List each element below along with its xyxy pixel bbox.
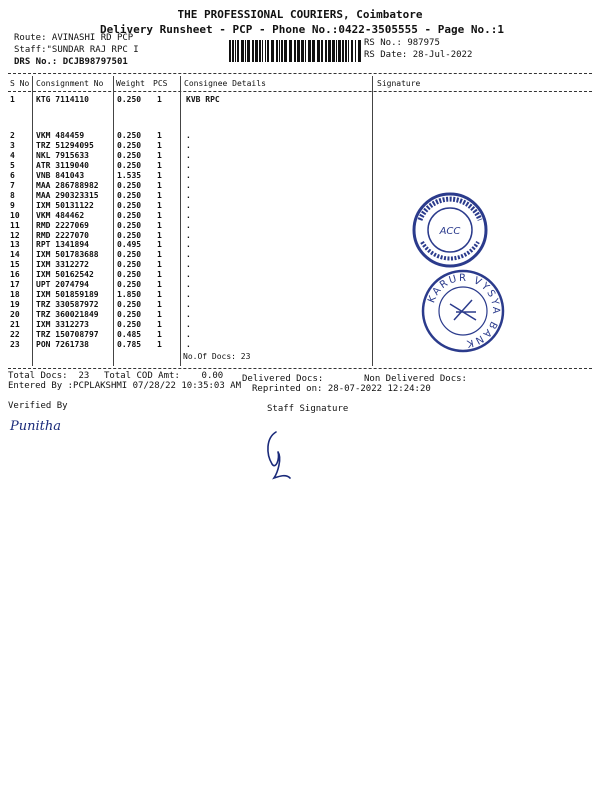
row-weight: 0.250 [117,220,142,230]
row-pcs: 1 [157,339,162,349]
row-consignee-details: . [186,220,191,230]
non-delivered-docs: Non Delivered Docs: [364,374,467,384]
row-consignment-no: RMD 2227070 [36,230,89,240]
staff-signature-label: Staff Signature [267,404,349,414]
bank-stamp-seal [420,268,506,354]
row-consignee-details: . [186,200,191,210]
row-consignment-no: TRZ 51294095 [36,140,94,150]
staff-signature-scrawl [262,428,296,484]
row-weight: 1.535 [117,170,142,180]
row-consignment-no: RPT 1341894 [36,240,89,250]
row-consignment-no: IXM 3312273 [36,320,89,330]
staff-label: Staff:"SUNDAR RAJ RPC I [14,45,139,55]
row-pcs: 1 [157,230,162,240]
row-weight: 0.250 [117,300,142,310]
runsheet-title: Delivery Runsheet - PCP - Phone No.:0422-3505555 - Page No.:1 [100,23,504,36]
row-pcs: 1 [157,131,162,140]
row-consignee-details: . [186,131,191,140]
row-pcs: 1 [157,260,162,270]
row-weight: 0.250 [117,250,142,260]
row-consignment-no: TRZ 360021849 [36,310,99,320]
row-sno: 20 [10,310,20,320]
row-weight: 0.250 [117,95,142,104]
col-header-consignment: Consignment No [36,79,104,88]
row-weight: 0.250 [117,180,142,190]
row-pcs: 1 [157,220,162,230]
row-consignment-no: PON 7261738 [36,339,89,349]
route-label: Route: AVINASHI RD PCP [14,33,134,43]
row-consignment-no: MAA 290323315 [36,190,99,200]
row-consignment-no: IXM 50131122 [36,200,94,210]
row-weight: 0.250 [117,160,142,170]
row-weight: 0.250 [117,190,142,200]
row-pcs: 1 [157,210,162,220]
row-sno: 12 [10,230,20,240]
row-sno: 23 [10,339,20,349]
col-header-sno: S No [10,79,30,88]
row-consignment-no: ATR 3119040 [36,160,89,170]
col-header-pcs: PCS [153,79,168,88]
row-pcs: 1 [157,290,162,300]
verified-signature-text: Punitha [10,419,61,434]
row-weight: 0.485 [117,330,142,339]
row-consignment-no: KTG 7114110 [36,95,89,104]
svg-text:KARUR VYSYA BANK [426,273,501,349]
row-consignment-no: RMD 2227069 [36,220,89,230]
row-sno: 13 [10,240,20,250]
col-divider [372,76,373,366]
row-consignee-details: . [186,190,191,200]
row-consignment-no: VKM 484459 [36,131,85,140]
row-consignee-details: KVB RPC [186,95,220,104]
row-consignee-details: . [186,320,191,330]
col-divider [32,76,33,366]
verified-signature [8,414,68,436]
row-weight: 0.495 [117,240,142,250]
row-consignment-no: NKL 7915633 [36,150,89,160]
row-pcs: 1 [157,140,162,150]
verified-by-label: Verified By [8,401,68,411]
row-sno: 7 [10,180,15,190]
barcode-image [229,40,361,62]
row-weight: 0.250 [117,131,142,140]
row-consignee-details: . [186,310,191,320]
row-consignee-details: . [186,270,191,280]
col-header-weight: Weight [116,79,145,88]
row-consignee-details: . [186,240,191,250]
drs-number: DRS No.: DCJB98797501 [14,57,128,67]
row-consignment-no: IXM 501783688 [36,250,99,260]
col-divider [180,76,181,366]
row-pcs: 1 [157,270,162,280]
row-consignment-no: UPT 2074794 [36,280,89,290]
rs-number: RS No.: 987975 [364,38,440,48]
row-weight: 0.250 [117,280,142,290]
row-sno: 3 [10,140,15,150]
table-top-border [8,73,592,74]
row-consignee-details: . [186,280,191,290]
receipt-stamp-seal [410,190,490,270]
rs-date: RS Date: 28-Jul-2022 [364,50,473,60]
row-consignee-details: . [186,290,191,300]
row-weight: 0.250 [117,260,142,270]
col-divider [113,76,114,366]
row-pcs: 1 [157,310,162,320]
row-pcs: 1 [157,200,162,210]
table-bottom-border [8,368,592,369]
row-consignee-details: . [186,260,191,270]
row-pcs: 1 [157,150,162,160]
row-pcs: 1 [157,240,162,250]
col-header-signature: Signature [377,79,421,88]
row-consignment-no: IXM 3312272 [36,260,89,270]
row-consignment-no: VNB 841043 [36,170,85,180]
row-weight: 0.250 [117,230,142,240]
row-sno: 11 [10,220,20,230]
row-sno: 17 [10,280,20,290]
col-header-details: Consignee Details [184,79,266,88]
row-pcs: 1 [157,180,162,190]
row-consignee-details: . [186,300,191,310]
row-weight: 0.785 [117,339,142,349]
row-consignee-details: . [186,250,191,260]
row-weight: 1.850 [117,290,142,300]
row-sno: 1 [10,95,15,104]
row-sno: 8 [10,190,15,200]
row-sno: 10 [10,210,20,220]
row-consignee-details: . [186,210,191,220]
no-of-docs: No.Of Docs: 23 [183,352,251,361]
row-consignment-no: TRZ 330587972 [36,300,99,310]
row-sno: 5 [10,160,15,170]
row-sno: 22 [10,330,20,339]
row-consignment-no: MAA 286788982 [36,180,99,190]
row-consignment-no: VKM 484462 [36,210,85,220]
row-pcs: 1 [157,170,162,180]
row-pcs: 1 [157,280,162,290]
delivered-docs: Delivered Docs: [242,374,324,384]
stamp2-ring-text: KARUR VYSYA BANK [426,272,502,350]
row-consignee-details: . [186,230,191,240]
row-consignee-details: . [186,140,191,150]
row-consignment-no: IXM 50162542 [36,270,94,280]
row-weight: 0.250 [117,310,142,320]
row-sno: 21 [10,320,20,330]
row-consignee-details: . [186,170,191,180]
row-weight: 0.250 [117,200,142,210]
row-sno: 19 [10,300,20,310]
row-pcs: 1 [157,330,162,339]
row-weight: 0.250 [117,320,142,330]
row-weight: 0.250 [117,270,142,280]
row-weight: 0.250 [117,150,142,160]
row-consignee-details: . [186,160,191,170]
row-sno: 18 [10,290,20,300]
row-weight: 0.250 [117,140,142,150]
row-consignee-details: . [186,180,191,190]
table-header-border [8,91,592,92]
row-pcs: 1 [157,95,162,104]
row-pcs: 1 [157,320,162,330]
row-consignee-details: . [186,339,191,349]
row-consignment-no: TRZ 150708797 [36,330,99,339]
row-sno: 6 [10,170,15,180]
row-sno: 14 [10,250,20,260]
stamp1-inner-text: ACC [439,226,461,237]
row-weight: 0.250 [117,210,142,220]
row-sno: 16 [10,270,20,280]
row-sno: 4 [10,150,15,160]
row-sno: 2 [10,131,15,140]
row-sno: 9 [10,200,15,210]
row-consignee-details: . [186,150,191,160]
row-pcs: 1 [157,250,162,260]
row-consignee-details: . [186,330,191,339]
company-title: THE PROFESSIONAL COURIERS, Coimbatore [177,8,423,21]
row-pcs: 1 [157,190,162,200]
total-docs: Total Docs: 23 [8,371,90,381]
row-pcs: 1 [157,160,162,170]
reprinted-on: Reprinted on: 28-07-2022 12:24:20 [252,384,431,394]
row-sno: 15 [10,260,20,270]
row-pcs: 1 [157,300,162,310]
row-consignment-no: IXM 501859189 [36,290,99,300]
entered-by: Entered By :PCPLAKSHMI 07/28/22 10:35:03 AM [8,381,241,391]
total-cod: Total COD Amt: 0.00 [104,371,224,381]
